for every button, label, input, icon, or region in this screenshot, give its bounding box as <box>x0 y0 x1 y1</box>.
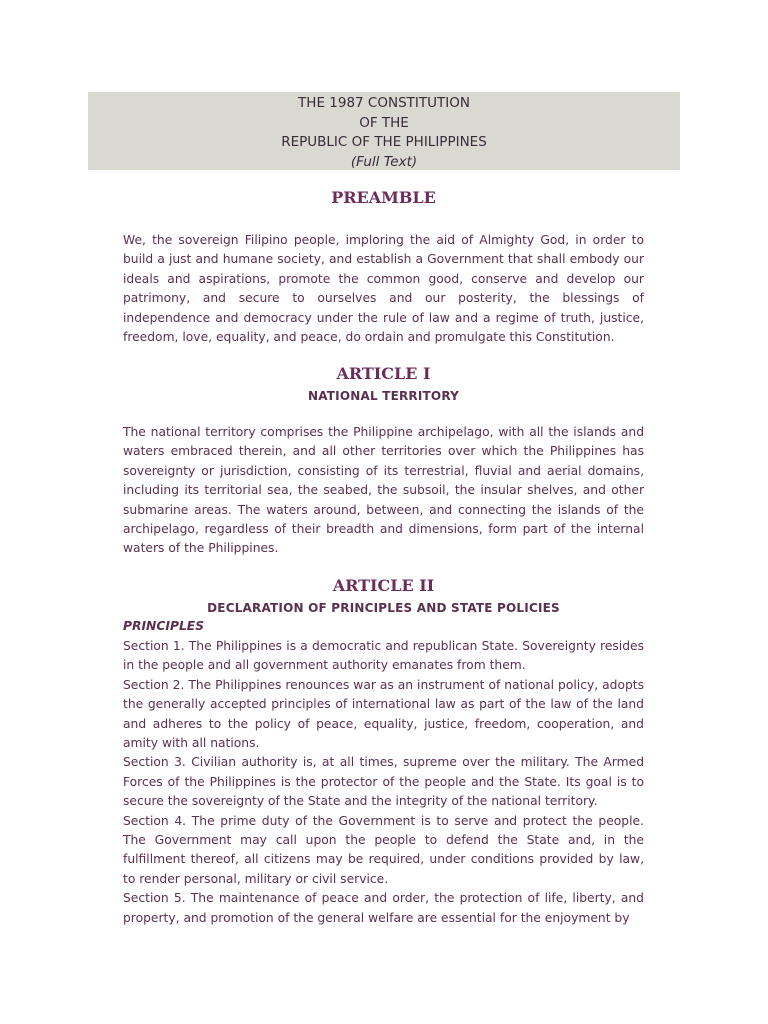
article-1-heading: ARTICLE I <box>336 364 431 383</box>
article-1-text <box>123 423 644 559</box>
article-1-paragraph: The national territory comprises the Philippine archipelago, with all the islands and waters embraced therein, and all other territories over which the Philippines has sovereignty or jurisdiction, consisting of its terrestrial, fluvial and aerial domains, including its territorial sea, the seabed, the subsoil, the insular shelves, and other submarine areas. The waters around, between, and connecting the islands of the archipelago, regardless of their breadth and dimensions, form part of the internal waters of the Philippines. <box>123 425 644 556</box>
title-line-3: REPUBLIC OF THE PHILIPPINES <box>281 134 487 150</box>
section-4: Section 4. The prime duty of the Government is to serve and protect the people. The Government may call upon the people to defend the State and, in the fulfillment thereof, all citizens may be required, under conditions provided by law, to render personal, military or civil service. <box>123 813 644 886</box>
title-line-1: THE 1987 CONSTITUTION <box>298 95 470 111</box>
title-banner <box>88 92 680 170</box>
section-1: Section 1. The Philippines is a democratic and republican State. Sovereignty resides in the people and all government authority emanates from them. <box>123 639 644 673</box>
article-2-subheading: DECLARATION OF PRINCIPLES AND STATE POLICIES <box>207 601 560 615</box>
article-2-sections <box>123 637 644 928</box>
title-line-4: (Full Text) <box>350 153 418 170</box>
principles-label: PRINCIPLES <box>123 619 205 633</box>
article-1-subheading: NATIONAL TERRITORY <box>308 389 459 403</box>
section-3: Section 3. Civilian authority is, at all times, supreme over the military. The Armed Forces of the Philippines is the protector of the people and the State. Its goal is to secure the sovereignty of the State and the integrity of the national territory. <box>123 755 644 809</box>
section-2: Section 2. The Philippines renounces war as an instrument of national policy, adopts the generally accepted principles of international law as part of the law of the land and adheres to the policy of peace, equality, justice, freedom, cooperation, and amity with all nations. <box>123 677 644 751</box>
preamble-paragraph: We, the sovereign Filipino people, imploring the aid of Almighty God, in order to build a just and humane society, and establish a Government that shall embody our ideals and aspirations, promote the common good, conserve and develop our patrimony, and secure to ourselves and our posterity, the blessings of independence and democracy under the rule of law and a regime of truth, justice, freedom, love, equality, and peace, do ordain and promulgate this Constitution. <box>123 233 644 345</box>
section-5: Section 5. The maintenance of peace and order, the protection of life, liberty, and property, and promotion of the general welfare are essential for the enjoyment by <box>123 891 644 925</box>
title-line-2: OF THE <box>359 114 409 131</box>
preamble-text <box>123 231 644 347</box>
article-2-heading: ARTICLE II <box>332 576 435 595</box>
preamble-heading: PREAMBLE <box>331 188 436 207</box>
